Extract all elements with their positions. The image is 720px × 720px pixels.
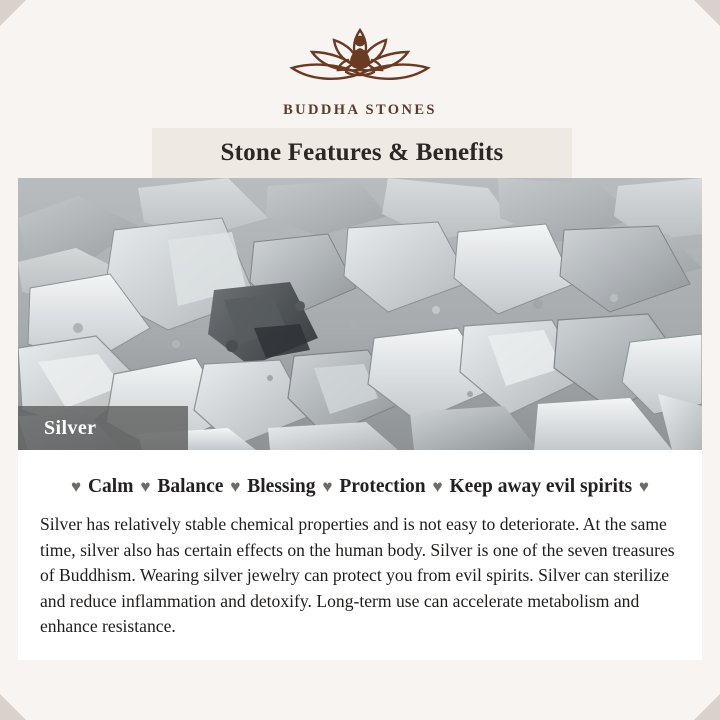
brand-header — [0, 24, 720, 119]
heart-icon: ♥ — [322, 477, 333, 496]
heart-icon: ♥ — [140, 477, 151, 496]
page-title: Stone Features & Benefits — [220, 139, 504, 166]
keyword-item-2: Blessing — [247, 476, 316, 497]
keyword-item-0: Calm — [87, 476, 134, 497]
corner-wedge-bottom-left — [0, 694, 26, 720]
heart-icon: ♥ — [230, 477, 241, 496]
description-paragraph: Silver has relatively stable chemical properties and is not easy to deteriorate. At the same time, silver also has certain effects on the human body. Silver is one of the seven treasures of Buddhism. Wearing silver jewelry can protect you from evil spirits. Silver can sterilize and reduce inflammation and detoxify. Long-term use can accelerate metabolism and enhance resistance. — [40, 514, 675, 636]
corner-wedge-top-left — [0, 0, 26, 26]
lotus-meditation-logo-icon — [278, 24, 442, 98]
hero-caption-badge — [18, 406, 188, 450]
section-title-band — [152, 128, 572, 178]
content-panel — [18, 450, 702, 660]
heart-icon: ♥ — [638, 477, 649, 496]
keyword-item-3: Protection — [339, 476, 426, 497]
keyword-item-1: Balance — [157, 476, 224, 497]
keyword-list — [28, 476, 692, 498]
corner-wedge-top-right — [694, 0, 720, 26]
heart-icon: ♥ — [71, 477, 82, 496]
brand-name: BUDDHA STONES — [283, 102, 437, 118]
hero-image — [18, 178, 702, 450]
hero-caption-text: Silver — [44, 416, 97, 439]
heart-icon: ♥ — [432, 477, 443, 496]
keyword-item-4: Keep away evil spirits — [449, 476, 633, 497]
corner-wedge-bottom-right — [694, 694, 720, 720]
